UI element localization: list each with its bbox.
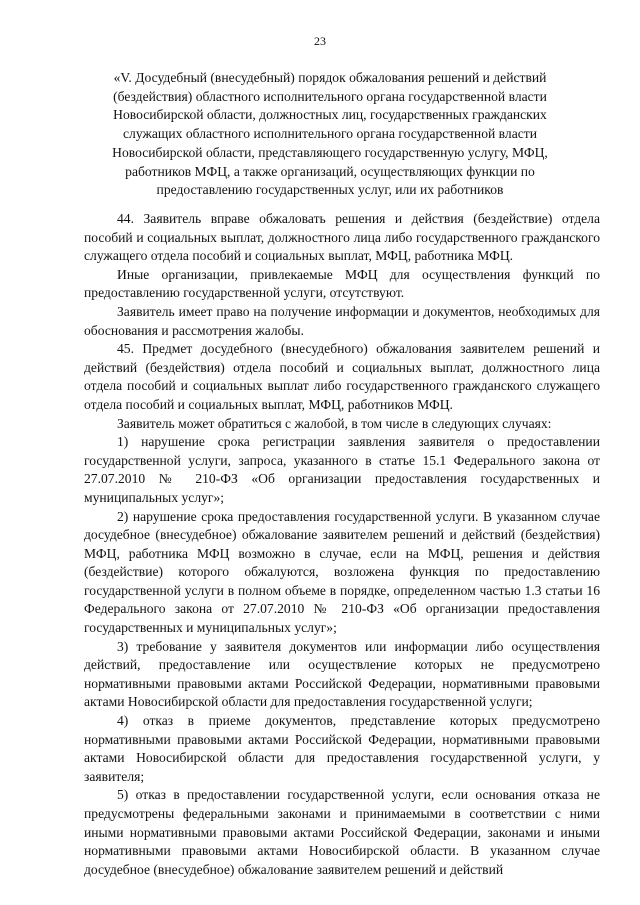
section-heading <box>84 69 576 200</box>
paragraph-45: 45. Предмет досудебного (внесудебного) обжалования заявителем решений и действий (бездействия) отдела пособий и социальных выплат, должностного лица отдела пособий и социальных выплат либо государственного гражданского служащего отдела пособий и социальных выплат, МФЦ, работников МФЦ. <box>84 341 600 412</box>
heading-line: «V. Досудебный (внесудебный) порядок обжалования решений и действий <box>113 70 547 85</box>
heading-line: предоставлению государственных услуг, или их работников <box>156 182 504 198</box>
heading-line: Новосибирской области, должностных лиц, государственных гражданских <box>113 107 547 123</box>
list-item-1: 1) нарушение срока регистрации заявления заявителя о предоставлении государственной услуги, запроса, указанного в статье 15.1 Федерального закона от 27.07.2010 № 210-ФЗ «Об организации предоставления государственных и муниципальных услуг»; <box>84 434 600 505</box>
list-item-3: 3) требование у заявителя документов или информации либо осуществления действий, предоставление или осуществление которых не предусмотрено нормативными правовыми актами Российской Федерации, нормативными правовыми актами Новосибирской области для предоставления государственной услуги; <box>84 638 600 710</box>
heading-line: Новосибирской области, представляющего государственную услугу, МФЦ, <box>112 144 548 160</box>
list-item-4: 4) отказ в приеме документов, представление которых предусмотрено нормативными правовыми актами Российской Федерации, нормативными правовыми актами Новосибирской области для предоставления государственной услуги, у заявителя; <box>84 713 600 784</box>
paragraph-44: 44. Заявитель вправе обжаловать решения и действия (бездействие) отдела пособий и социальных выплат, должностного лица либо государственного гражданского служащего отдела пособий и социальных выплат, МФЦ, работника МФЦ. <box>84 211 600 264</box>
list-item-2: 2) нарушение срока предоставления государственной услуги. В указанном случае досудебное (внесудебное) обжалование заявителем решений и действий (бездействия) МФЦ, работника МФЦ возможно в случае, если на МФЦ, решения и действия (бездействие) которого обжалуются, возложена функция по предоставлению государственной услуги в полном объеме в порядке, определенном частью 1.3 статьи 16 Федерального закона от 27.07.2010 № 210-ФЗ «Об организации предоставления государственных и муниципальных услуг»; <box>84 508 600 636</box>
paragraph-other-organizations: Иные организации, привлекаемые МФЦ для осуществления функций по предоставлению государственной услуги, отсутствуют. <box>84 266 600 301</box>
heading-line: работников МФЦ, а также организаций, осуществляющих функции по <box>125 163 535 179</box>
heading-line: служащих областного исполнительного органа государственной власти <box>123 126 537 142</box>
list-item-5: 5) отказ в предоставлении государственной услуги, если основания отказа не предусмотрены федеральными законами и принимаемыми в соответствии с ними иными нормативными правовыми актами Российской Федерации, законами и иными нормативными правовыми актами Новосибирской области. В указанном случае досудебное (внесудебное) обжалование заявителем решений и действий <box>84 787 600 877</box>
heading-line: (бездействия) областного исполнительного органа государственной власти <box>113 88 547 104</box>
page-number: 23 <box>314 34 326 48</box>
paragraph-right-to-information: Заявитель имеет право на получение информации и документов, необходимых для обоснования и рассмотрения жалобы. <box>84 303 600 338</box>
document-body <box>84 210 600 879</box>
paragraph-complaint-cases: Заявитель может обратиться с жалобой, в том числе в следующих случаях: <box>117 415 552 431</box>
